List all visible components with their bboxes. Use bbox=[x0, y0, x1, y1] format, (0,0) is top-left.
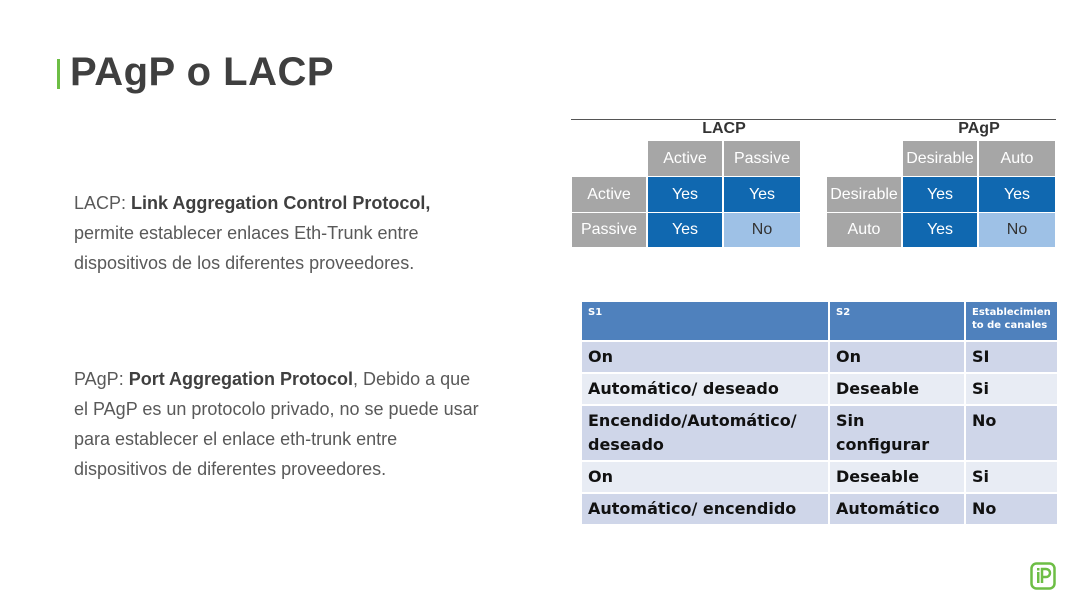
pagp-cell: Yes bbox=[903, 177, 977, 212]
pagp-prefix: PAgP: bbox=[74, 369, 129, 389]
table-cell: Deseable bbox=[829, 461, 965, 493]
table-row bbox=[581, 461, 1058, 493]
pagp-row-header: Auto bbox=[827, 213, 901, 247]
table-cell: No bbox=[965, 405, 1058, 461]
pagp-col-header: Auto bbox=[979, 141, 1055, 176]
pagp-cell: Yes bbox=[903, 213, 977, 247]
lacp-text: permite establecer enlaces Eth-Trunk entre dispositivos de los diferentes proveedores. bbox=[74, 223, 419, 273]
table-cell: Automático/ deseado bbox=[581, 373, 829, 405]
pagp-cell: No bbox=[979, 213, 1055, 247]
slide-title: PAgP o LACP bbox=[70, 50, 335, 94]
table-cell: Automático bbox=[829, 493, 965, 525]
table-cell: SI bbox=[965, 341, 1058, 373]
table-cell: Si bbox=[965, 373, 1058, 405]
pagp-row-header: Desirable bbox=[827, 177, 901, 212]
table-cell: On bbox=[829, 341, 965, 373]
pagp-cell: Yes bbox=[979, 177, 1055, 212]
lacp-description bbox=[74, 188, 484, 278]
lacp-full-name: Link Aggregation Control Protocol, bbox=[131, 193, 431, 213]
table-row bbox=[581, 341, 1058, 373]
lacp-col-header: Passive bbox=[724, 141, 800, 176]
lacp-row-header: Passive bbox=[572, 213, 646, 247]
table-cell: Encendido/Automático/ deseado bbox=[581, 405, 829, 461]
lacp-prefix: LACP: bbox=[74, 193, 132, 213]
table-row bbox=[581, 373, 1058, 405]
table-header-cell: S1 bbox=[581, 301, 829, 341]
table-row bbox=[581, 405, 1058, 461]
lacp-row-header: Active bbox=[572, 177, 646, 212]
pagp-text: , Debido a que el PAgP es un protocolo privado, no se puede usar para establecer el enlace eth-trunk entre dispositivos de diferentes proveedores. bbox=[74, 369, 479, 479]
table-cell: Deseable bbox=[829, 373, 965, 405]
table-cell: On bbox=[581, 341, 829, 373]
table-header-cell: Establecimien to de canales bbox=[965, 301, 1058, 341]
table-header-row bbox=[581, 301, 1058, 341]
channel-establishment-table bbox=[580, 300, 1059, 526]
pagp-full-name: Port Aggregation Protocol bbox=[128, 369, 354, 389]
table-cell: Automático/ encendido bbox=[581, 493, 829, 525]
table-header-cell: S2 bbox=[829, 301, 965, 341]
title-accent-bar bbox=[57, 59, 60, 89]
table-cell: Si bbox=[965, 461, 1058, 493]
pagp-col-header: Desirable bbox=[903, 141, 977, 176]
lacp-col-header: Active bbox=[648, 141, 722, 176]
lacp-cell: Yes bbox=[648, 213, 722, 247]
table-row bbox=[581, 493, 1058, 525]
ip-logo-icon bbox=[1030, 562, 1056, 590]
table-cell: Sin configurar bbox=[829, 405, 965, 461]
lacp-cell: No bbox=[724, 213, 800, 247]
table-cell: On bbox=[581, 461, 829, 493]
pagp-grid-title: PAgP bbox=[958, 120, 1000, 137]
lacp-grid-title: LACP bbox=[702, 120, 746, 137]
pagp-description bbox=[74, 364, 484, 484]
lacp-cell: Yes bbox=[724, 177, 800, 212]
lacp-cell: Yes bbox=[648, 177, 722, 212]
table-cell: No bbox=[965, 493, 1058, 525]
